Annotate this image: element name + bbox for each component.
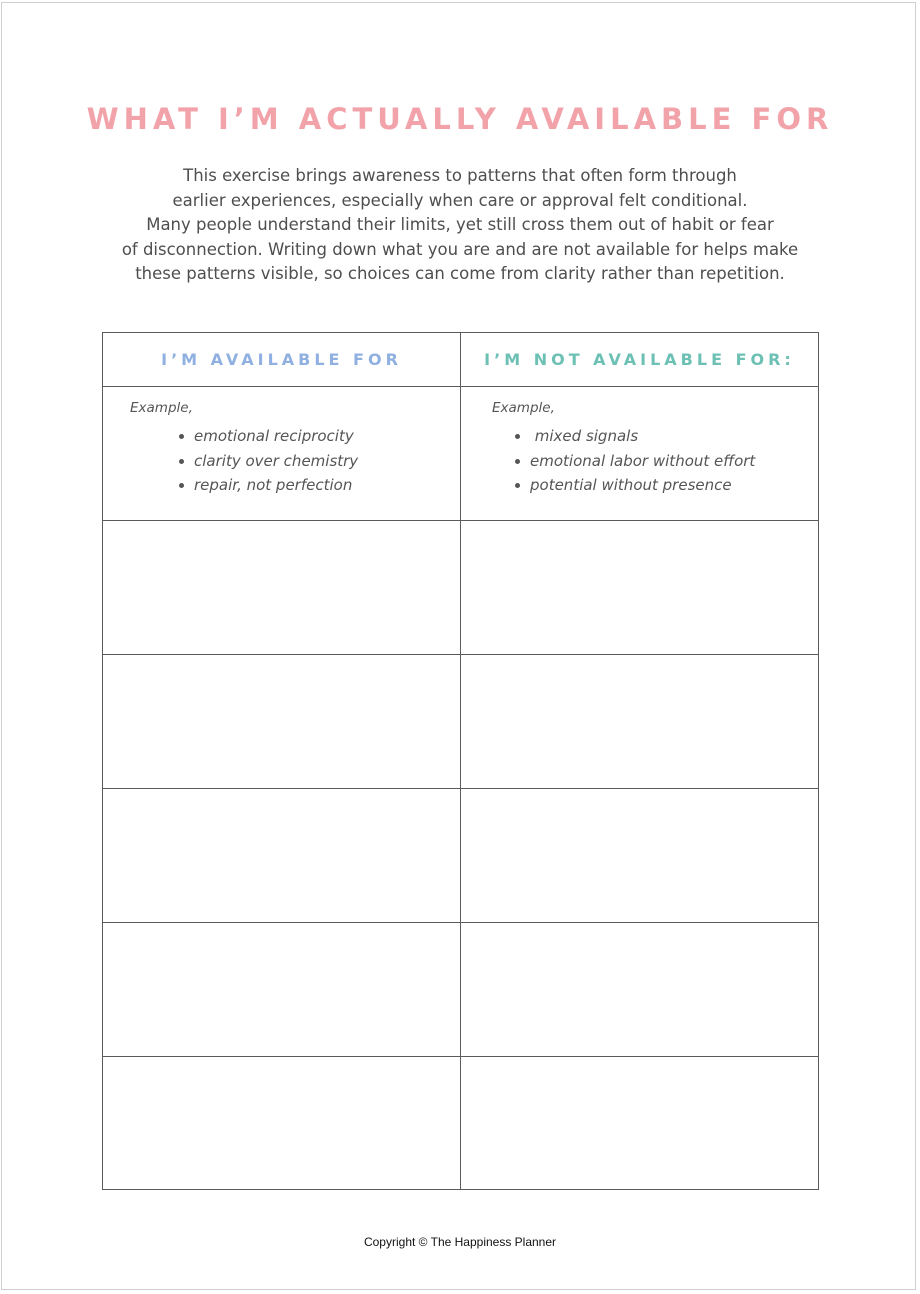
availability-table <box>102 332 819 1190</box>
list-item: mixed signals <box>530 424 755 449</box>
not-available-entry-cell[interactable] <box>461 521 818 654</box>
page-title: WHAT I’M ACTUALLY AVAILABLE FOR <box>86 102 834 136</box>
right-example-label: Example, <box>492 400 555 416</box>
not-available-entry-cell[interactable] <box>461 655 818 788</box>
list-item: repair, not perfection <box>194 473 358 498</box>
not-available-entry-cell[interactable] <box>461 789 818 922</box>
available-entry-cell[interactable] <box>103 923 460 1056</box>
available-entry-cell[interactable] <box>103 1057 460 1189</box>
list-item: emotional reciprocity <box>194 424 358 449</box>
intro-line: earlier experiences, especially when care or approval felt conditional. <box>172 190 748 210</box>
list-item: potential without presence <box>530 473 755 498</box>
right-example-list <box>530 424 755 498</box>
intro-line: of disconnection. Writing down what you are and are not available for helps make <box>121 239 799 259</box>
intro-line: Many people understand their limits, yet still cross them out of habit or fear <box>146 215 774 234</box>
available-for-header: I’M AVAILABLE FOR <box>161 350 402 369</box>
not-available-entry-cell[interactable] <box>461 1057 818 1189</box>
intro-line: This exercise brings awareness to patterns that often form through <box>183 166 737 185</box>
list-item: clarity over chemistry <box>194 449 358 474</box>
row-divider <box>103 386 818 387</box>
available-entry-cell[interactable] <box>103 521 460 654</box>
intro-line: these patterns visible, so choices can come from clarity rather than repetition. <box>135 264 785 283</box>
available-entry-cell[interactable] <box>103 655 460 788</box>
copyright-footer: Copyright © The Happiness Planner <box>363 1235 557 1249</box>
left-example-label: Example, <box>130 400 193 416</box>
not-available-for-header: I’M NOT AVAILABLE FOR: <box>484 350 795 369</box>
list-item: emotional labor without effort <box>530 449 755 474</box>
intro-paragraph <box>60 164 860 287</box>
not-available-entry-cell[interactable] <box>461 923 818 1056</box>
left-example-list <box>194 424 358 498</box>
available-entry-cell[interactable] <box>103 789 460 922</box>
